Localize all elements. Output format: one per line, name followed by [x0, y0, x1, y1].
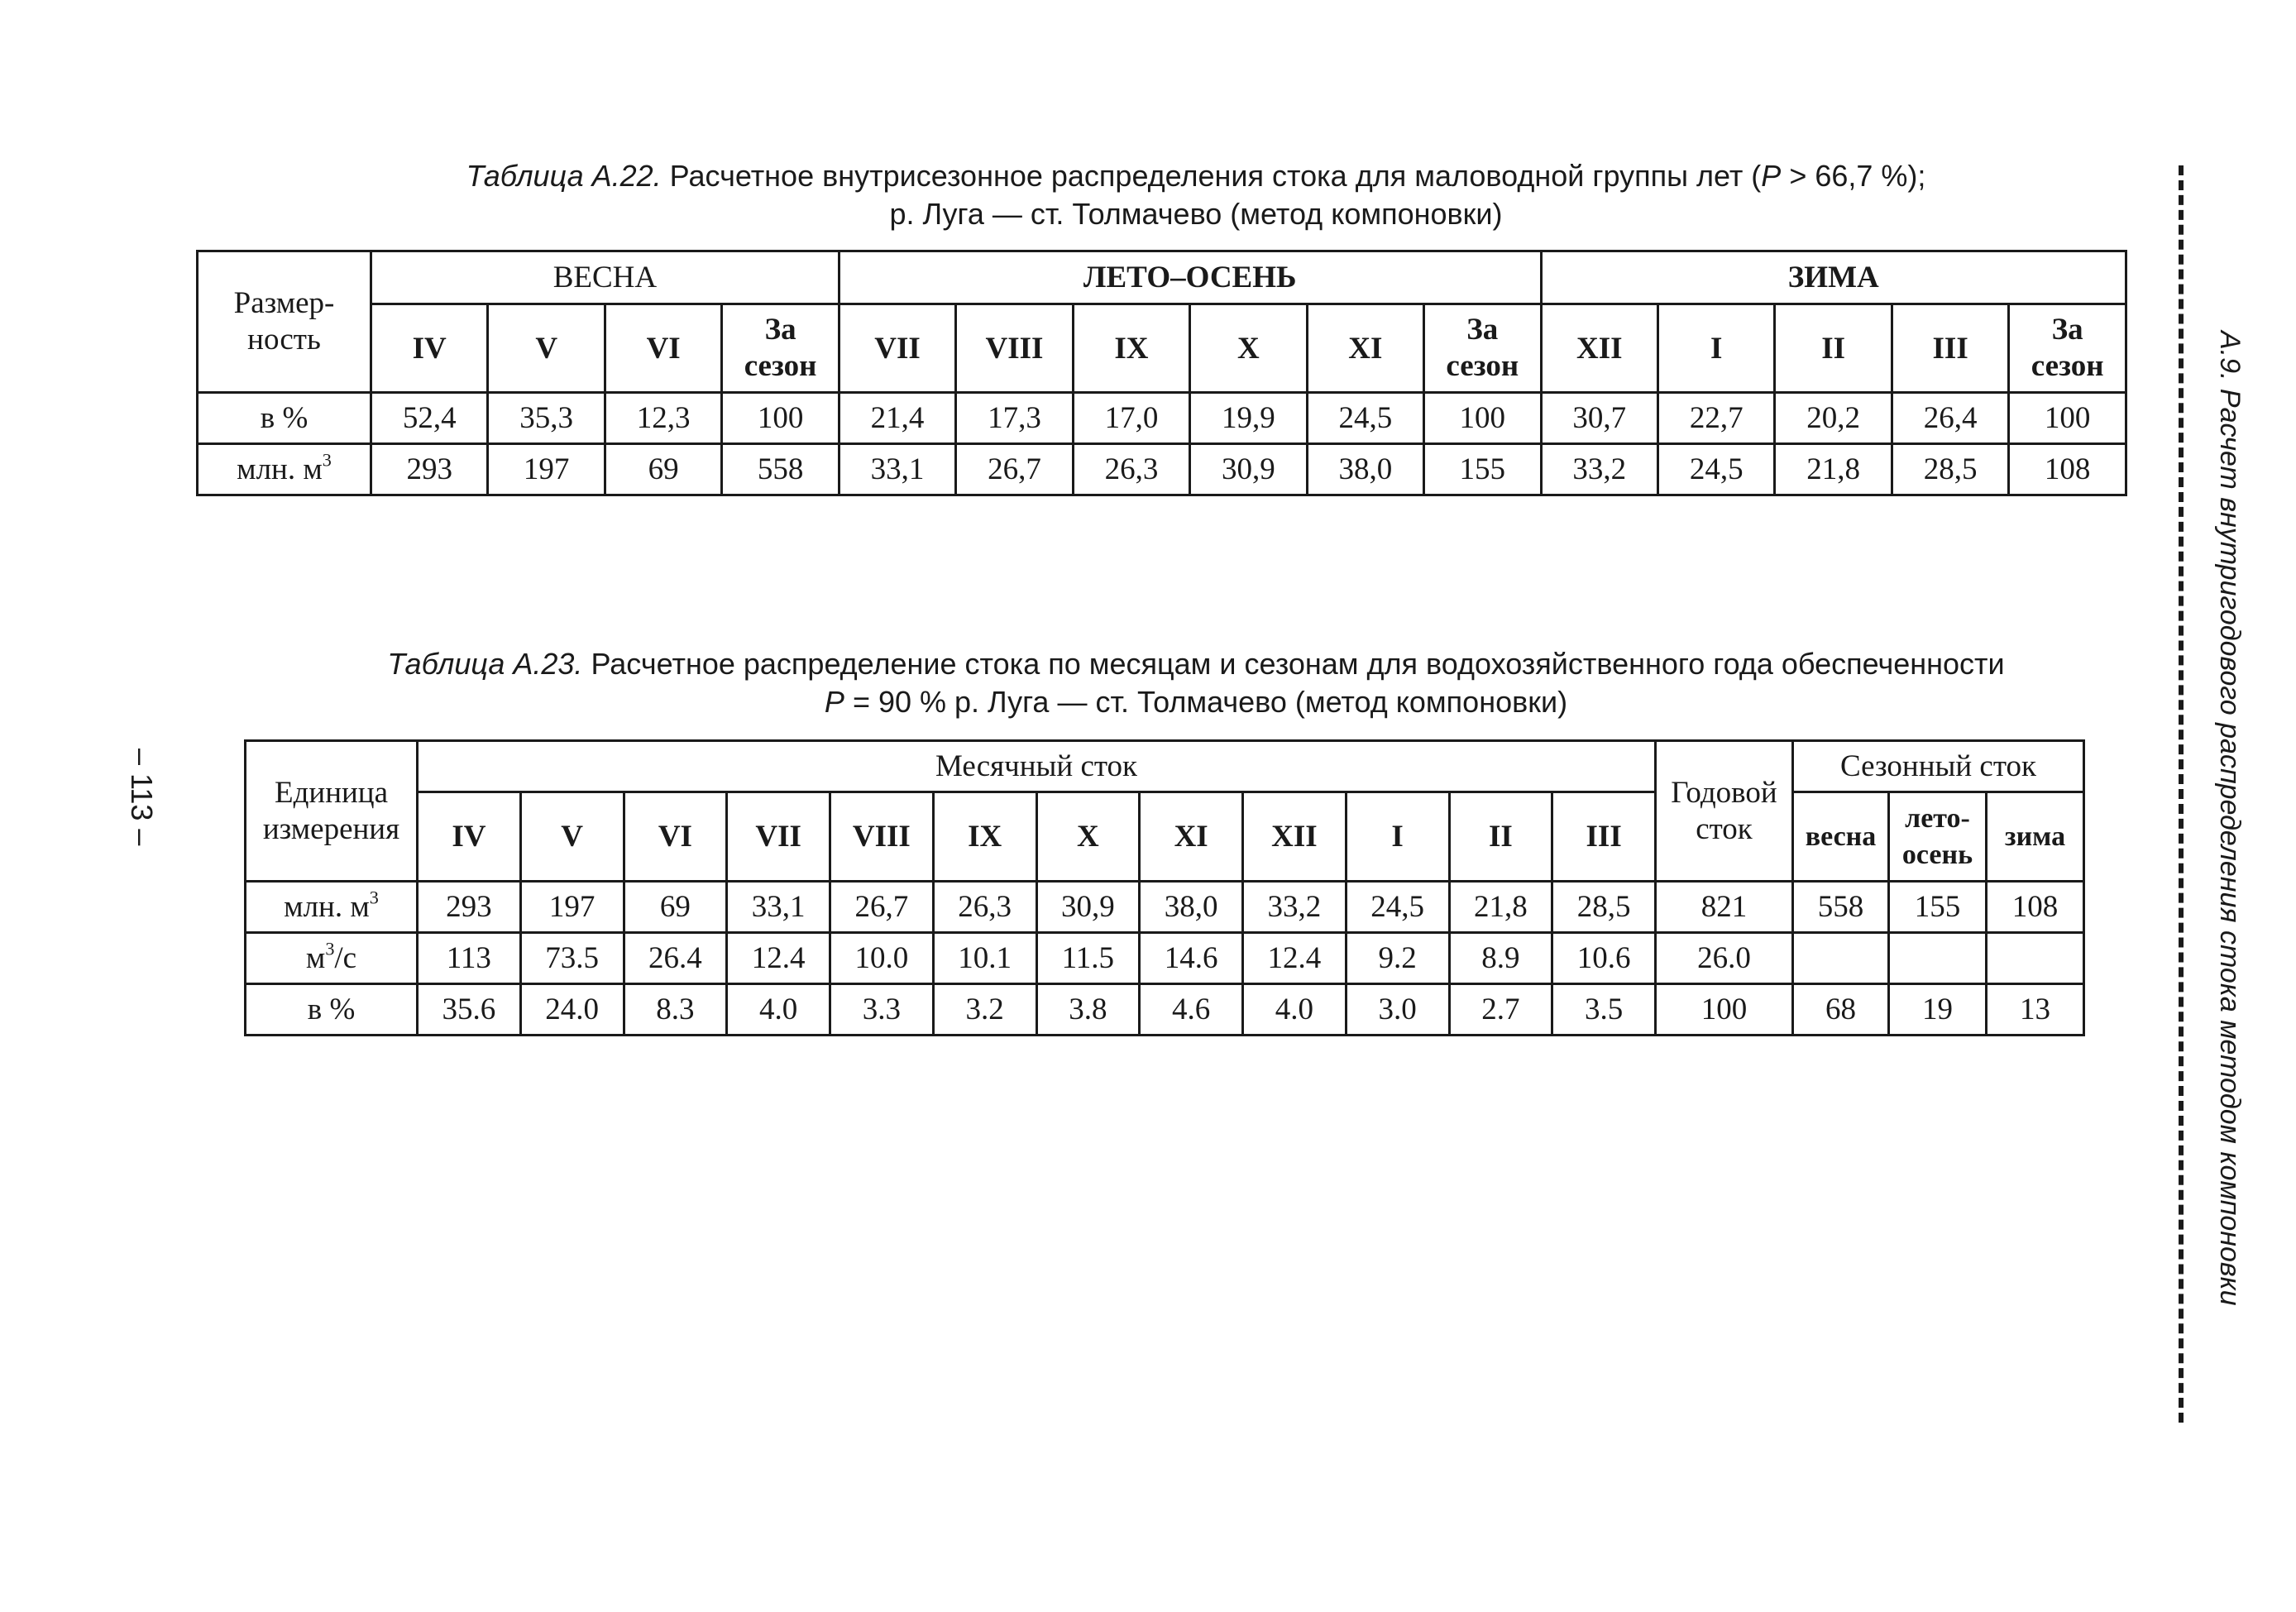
seasonal-cell: 558 [1793, 882, 1889, 933]
season-total-header: За сезон [722, 304, 839, 393]
month-header: IX [933, 792, 1036, 882]
month-header: VIII [830, 792, 934, 882]
month-header: II [1449, 792, 1552, 882]
table-cell: 35.6 [418, 984, 521, 1036]
seasonal-cell: 108 [1987, 882, 2084, 933]
month-header: XI [1140, 792, 1243, 882]
season-winter-header: ЗИМА [1541, 251, 2126, 304]
seasonal-cell: 13 [1987, 984, 2084, 1036]
table-a22-caption [195, 157, 2197, 233]
table-cell: 24,5 [1307, 393, 1423, 444]
table-cell: 2.7 [1449, 984, 1552, 1036]
season-total-header: За сезон [2009, 304, 2126, 393]
table-cell: 3.5 [1552, 984, 1656, 1036]
season-summer-autumn-header: ЛЕТО–ОСЕНЬ [839, 251, 1541, 304]
margin-dashed-rule [2179, 165, 2193, 1423]
table-cell: 21,4 [839, 393, 955, 444]
month-header: III [1552, 792, 1656, 882]
table-a22 [196, 250, 2127, 496]
table-cell: 3.8 [1036, 984, 1140, 1036]
table-cell: 21,8 [1775, 444, 1892, 495]
table-cell: 12,3 [605, 393, 721, 444]
table-cell: 26,3 [933, 882, 1036, 933]
table-cell: 3.3 [830, 984, 934, 1036]
table-cell: 11.5 [1036, 933, 1140, 984]
table-cell: 17,0 [1073, 393, 1189, 444]
month-header: XI [1307, 304, 1423, 393]
table-cell: 69 [605, 444, 721, 495]
seasonal-cell [1987, 933, 2084, 984]
table-cell: 4.0 [727, 984, 830, 1036]
month-header: VI [605, 304, 721, 393]
table-cell: 14.6 [1140, 933, 1243, 984]
table-cell: 26,7 [830, 882, 934, 933]
table-row [198, 444, 2126, 495]
table-cell: 28,5 [1892, 444, 2008, 495]
table-cell: 30,9 [1036, 882, 1140, 933]
row-label: млн. $м^3$ [198, 444, 371, 495]
table-a23-title-end: = 90 % р. Луга — ст. Толмачево (метод компоновки) [844, 685, 1568, 719]
seasonal-cell [1793, 933, 1889, 984]
month-header: III [1892, 304, 2008, 393]
table-cell: 3.2 [933, 984, 1036, 1036]
table-a22-title-end: > 66,7 %); [1781, 159, 1926, 193]
row-label: в % [198, 393, 371, 444]
table-cell: 10.0 [830, 933, 934, 984]
table-cell: 197 [520, 882, 624, 933]
month-header: VII [727, 792, 830, 882]
row-label: $м^3/с$ [246, 933, 418, 984]
table-row [198, 393, 2126, 444]
table-cell: 33,2 [1243, 882, 1347, 933]
table-cell: 33,1 [727, 882, 830, 933]
month-header: I [1657, 304, 1774, 393]
table-cell: 197 [488, 444, 605, 495]
table-cell: 3.0 [1346, 984, 1449, 1036]
month-header: IV [418, 792, 521, 882]
table-cell: 30,7 [1541, 393, 1657, 444]
table-cell: 19,9 [1190, 393, 1307, 444]
row-label: в % [246, 984, 418, 1036]
month-header: X [1036, 792, 1140, 882]
table-cell: 26.4 [624, 933, 727, 984]
table-cell: 20,2 [1775, 393, 1892, 444]
annual-cell: 100 [1656, 984, 1793, 1036]
table-cell: 28,5 [1552, 882, 1656, 933]
row-label: млн. $м^3$ [246, 882, 418, 933]
table-cell: 9.2 [1346, 933, 1449, 984]
annual-cell: 821 [1656, 882, 1793, 933]
month-header: V [520, 792, 624, 882]
table-cell: 100 [1424, 393, 1541, 444]
table-cell: 293 [418, 882, 521, 933]
table-cell: 8.9 [1449, 933, 1552, 984]
table-cell: 69 [624, 882, 727, 933]
season-header: весна [1793, 792, 1889, 882]
month-header: IV [371, 304, 488, 393]
seasonal-cell [1889, 933, 1987, 984]
table-a22-caption-line2: р. Луга — ст. Толмачево (метод компоновки) [889, 197, 1503, 231]
table-a23-p-symbol: P [824, 685, 844, 719]
table-a22-label: Таблица А.22. [466, 159, 662, 193]
table-cell: 26,4 [1892, 393, 2008, 444]
seasonal-runoff-header: Сезонный сток [1793, 741, 2084, 792]
table-row [246, 882, 2084, 933]
table-a22-p-symbol: P [1761, 159, 1782, 193]
month-header: IX [1073, 304, 1189, 393]
dimension-header: Размер-ность [198, 251, 371, 393]
table-cell: 30,9 [1190, 444, 1307, 495]
page-number: – 113 – [125, 749, 159, 846]
table-cell: 4.0 [1243, 984, 1347, 1036]
annual-cell: 26.0 [1656, 933, 1793, 984]
annual-runoff-header: Годовой сток [1656, 741, 1793, 882]
month-header: X [1190, 304, 1307, 393]
table-cell: 24.0 [520, 984, 624, 1036]
table-a23-title: Расчетное распределение стока по месяцам и сезонам для водохозяйственного года обеспеченности [591, 647, 2005, 681]
seasonal-cell: 155 [1889, 882, 1987, 933]
table-a23-caption [195, 645, 2197, 721]
seasonal-cell: 68 [1793, 984, 1889, 1036]
table-cell: 38,0 [1140, 882, 1243, 933]
table-cell: 8.3 [624, 984, 727, 1036]
table-cell: 26,7 [956, 444, 1073, 495]
month-header: XII [1541, 304, 1657, 393]
table-cell: 100 [722, 393, 839, 444]
month-header: VIII [956, 304, 1073, 393]
table-cell: 100 [2009, 393, 2126, 444]
month-header: VI [624, 792, 727, 882]
table-cell: 17,3 [956, 393, 1073, 444]
table-cell: 155 [1424, 444, 1541, 495]
table-cell: 38,0 [1307, 444, 1423, 495]
season-spring-header: ВЕСНА [371, 251, 839, 304]
table-row [246, 933, 2084, 984]
table-cell: 24,5 [1346, 882, 1449, 933]
table-cell: 113 [418, 933, 521, 984]
month-header: I [1346, 792, 1449, 882]
table-cell: 33,1 [839, 444, 955, 495]
table-cell: 22,7 [1657, 393, 1774, 444]
table-a22-title: Расчетное внутрисезонное распределения стока для маловодной группы лет ( [669, 159, 1762, 193]
month-header: V [488, 304, 605, 393]
table-cell: 12.4 [1243, 933, 1347, 984]
table-cell: 52,4 [371, 393, 488, 444]
running-section-title: А.9. Расчет внутригодового распределения стока методом компоновки [2214, 331, 2246, 1306]
table-cell: 24,5 [1657, 444, 1774, 495]
season-header: лето-осень [1889, 792, 1987, 882]
table-cell: 108 [2009, 444, 2126, 495]
table-cell: 558 [722, 444, 839, 495]
table-a22-caption-line1 [195, 157, 2197, 195]
table-row [246, 984, 2084, 1036]
monthly-runoff-header: Месячный сток [418, 741, 1656, 792]
month-header: II [1775, 304, 1892, 393]
table-cell: 10.1 [933, 933, 1036, 984]
table-cell: 10.6 [1552, 933, 1656, 984]
table-a23 [244, 739, 2085, 1036]
table-cell: 26,3 [1073, 444, 1189, 495]
month-header: XII [1243, 792, 1347, 882]
table-cell: 73.5 [520, 933, 624, 984]
season-header: зима [1987, 792, 2084, 882]
table-cell: 33,2 [1541, 444, 1657, 495]
table-cell: 293 [371, 444, 488, 495]
table-a23-caption-line1 [195, 645, 2197, 683]
month-header: VII [839, 304, 955, 393]
table-cell: 4.6 [1140, 984, 1243, 1036]
table-cell: 21,8 [1449, 882, 1552, 933]
season-total-header: За сезон [1424, 304, 1541, 393]
unit-header: Единица измерения [246, 741, 418, 882]
table-cell: 12.4 [727, 933, 830, 984]
seasonal-cell: 19 [1889, 984, 1987, 1036]
table-a23-caption-line2 [195, 683, 2197, 721]
table-cell: 35,3 [488, 393, 605, 444]
table-a23-label: Таблица А.23. [387, 647, 583, 681]
